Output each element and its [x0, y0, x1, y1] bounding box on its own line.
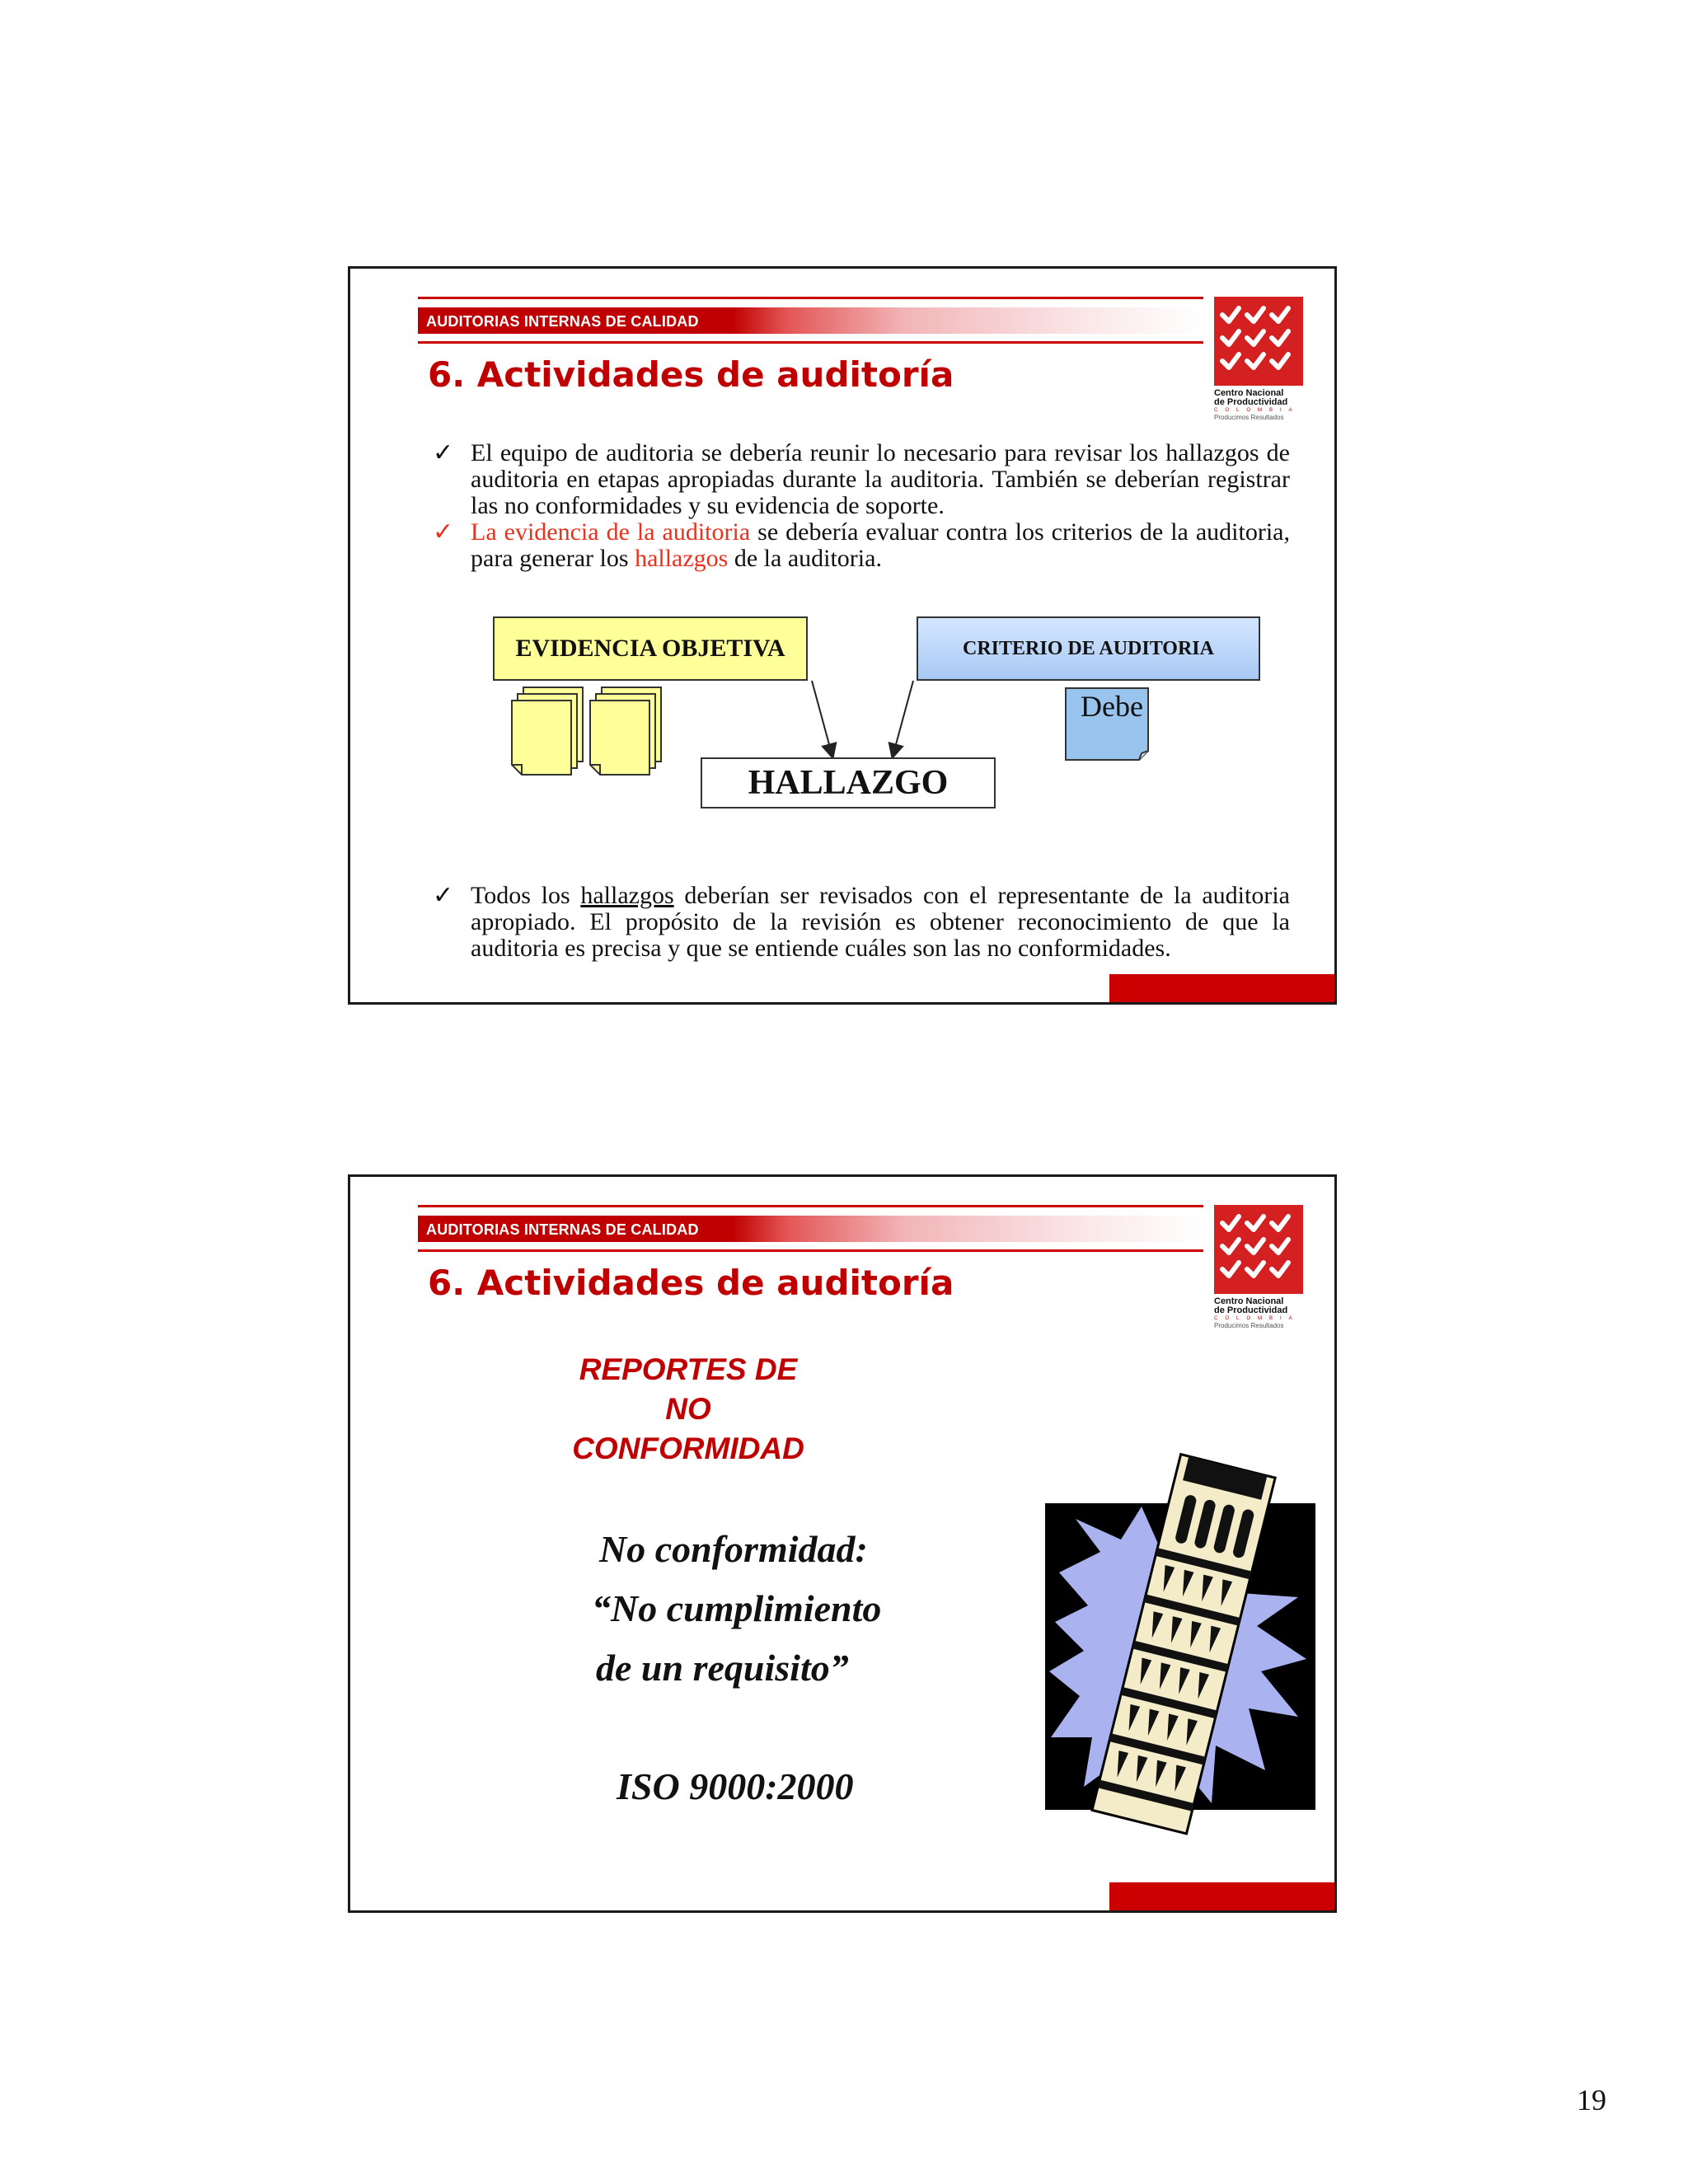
logo-name-line2: de Productividad	[1214, 397, 1288, 407]
banner-text: AUDITORIAS INTERNAS DE CALIDAD	[426, 1221, 699, 1238]
bullet-text: de la auditoria.	[728, 545, 882, 572]
highlight-text: La evidencia de la auditoria	[471, 518, 751, 546]
definition-source: ISO 9000:2000	[617, 1765, 854, 1807]
logo-country: COLOMBIA	[1214, 408, 1300, 413]
slide-1	[348, 266, 1337, 1005]
document-stack-icon	[590, 687, 661, 775]
bullet-text: Todos los	[471, 882, 581, 909]
bullet-text: El equipo de auditoria se debería reunir lo necesario para revisar los hallazgos de auditoria en etapas apropiadas durante la auditoria. También se deberían registrar las no conformidades y su evidencia de soporte.	[471, 439, 1290, 519]
logo-name-line1: Centro Nacional	[1214, 388, 1284, 398]
banner-text: AUDITORIAS INTERNAS DE CALIDAD	[426, 313, 699, 330]
slide-2	[348, 1174, 1337, 1913]
definition-line: No conformidad:	[599, 1528, 868, 1570]
page-number: 19	[1577, 2083, 1606, 2116]
bullet-text: se debería evaluar contra los criterios de la auditoria, para generar los	[471, 518, 1290, 572]
debe-label: Debe	[1081, 690, 1143, 723]
document-stack-icon	[512, 687, 583, 775]
bullet-item	[433, 883, 1290, 962]
logo-slogan: Producimos Resultados	[1214, 414, 1284, 421]
arrow-evidence-to-finding	[812, 681, 832, 757]
check-icon: ✓	[433, 439, 454, 466]
logo-slogan: Producimos Resultados	[1214, 1322, 1284, 1329]
check-icon: ✓	[433, 882, 454, 909]
corner-bar	[1109, 974, 1334, 1002]
arrow-criteria-to-finding	[893, 681, 913, 757]
highlight-text: hallazgos	[635, 545, 729, 572]
slide-title: 6. Actividades de auditoría	[428, 354, 954, 395]
criteria-box: CRITERIO DE AUDITORIA	[917, 616, 1260, 681]
underlined-text: hallazgos	[580, 882, 674, 909]
reportes-line: REPORTES DE	[579, 1352, 798, 1386]
bullet-text: deberían ser revisados con el representante de la auditoria apropiado. El propósito de la revisión es obtener reconocimiento de que la auditoria es precisa y que se entiende cuáles son las no conformidades.	[471, 882, 1290, 962]
bullet-list-bottom	[433, 883, 1290, 962]
slide-title: 6. Actividades de auditoría	[428, 1263, 954, 1303]
reportes-line: NO	[665, 1392, 711, 1426]
definition-line: “No cumplimiento	[592, 1587, 882, 1629]
reportes-line: CONFORMIDAD	[572, 1432, 804, 1465]
corner-bar	[1109, 1882, 1334, 1910]
logo-country: COLOMBIA	[1214, 1316, 1300, 1321]
definition-line: de un requisito”	[596, 1647, 849, 1689]
finding-box: HALLAZGO	[701, 757, 996, 808]
logo-name-line1: Centro Nacional	[1214, 1296, 1284, 1306]
evidence-box: EVIDENCIA OBJETIVA	[493, 616, 808, 681]
check-icon: ✓	[433, 518, 454, 546]
leaning-tower-clipart-icon	[350, 1177, 1334, 1910]
logo-name-line2: de Productividad	[1214, 1305, 1288, 1315]
